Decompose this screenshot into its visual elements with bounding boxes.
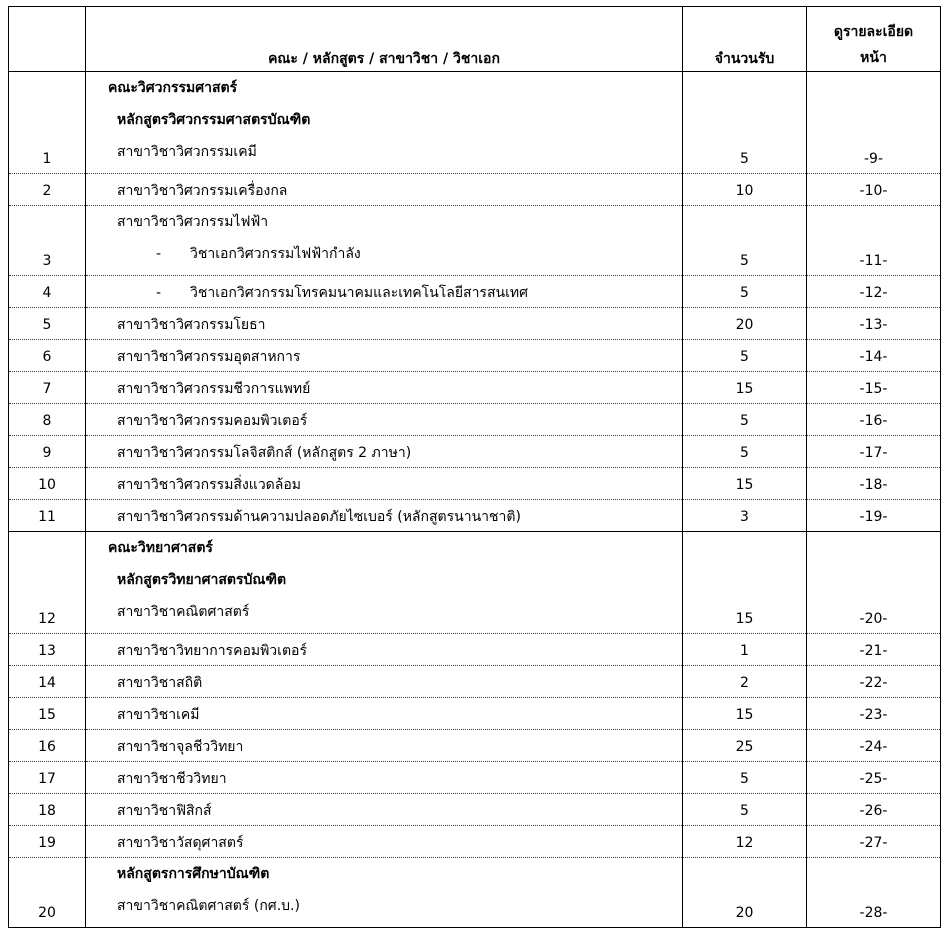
row-num: 1 <box>9 72 86 174</box>
row-page: -26- <box>807 794 941 826</box>
row-name: สาขาวิชาเคมี <box>86 698 683 730</box>
row-num: 6 <box>9 340 86 372</box>
row-seats: 5 <box>683 794 807 826</box>
row-num: 9 <box>9 436 86 468</box>
row-name-cell <box>86 72 683 174</box>
table-row <box>9 174 941 206</box>
row-name: วิชาเอกวิศวกรรมไฟฟ้ากำลัง <box>190 246 361 262</box>
header-page-line1: ดูรายละเอียด <box>833 24 914 40</box>
row-name-cell <box>86 276 683 308</box>
row-seats: 15 <box>683 698 807 730</box>
header-num <box>9 7 86 72</box>
row-page: -17- <box>807 436 941 468</box>
table-body <box>9 72 941 928</box>
row-page: -12- <box>807 276 941 308</box>
row-name: สาขาวิชาวิศวกรรมอุตสาหการ <box>86 340 683 372</box>
row-page: -16- <box>807 404 941 436</box>
row-num: 19 <box>9 826 86 858</box>
table-row <box>9 500 941 532</box>
table-row <box>9 762 941 794</box>
row-num: 11 <box>9 500 86 532</box>
row-seats: 3 <box>683 500 807 532</box>
row-page: -24- <box>807 730 941 762</box>
row-seats: 5 <box>683 206 807 276</box>
table-header <box>9 7 941 72</box>
row-num: 17 <box>9 762 86 794</box>
row-seats: 15 <box>683 372 807 404</box>
table-row <box>9 72 941 174</box>
row-page: -13- <box>807 308 941 340</box>
row-num: 20 <box>9 858 86 928</box>
row-seats: 5 <box>683 72 807 174</box>
faculty-heading: คณะวิศวกรรมศาสตร์ <box>108 80 238 96</box>
row-page: -14- <box>807 340 941 372</box>
table-row <box>9 372 941 404</box>
row-seats: 20 <box>683 308 807 340</box>
row-seats: 15 <box>683 468 807 500</box>
table-row <box>9 634 941 666</box>
row-seats: 5 <box>683 762 807 794</box>
table-row <box>9 276 941 308</box>
table-row <box>9 436 941 468</box>
row-page: -11- <box>807 206 941 276</box>
table-row <box>9 698 941 730</box>
row-num: 16 <box>9 730 86 762</box>
row-num: 5 <box>9 308 86 340</box>
row-seats: 1 <box>683 634 807 666</box>
row-page: -27- <box>807 826 941 858</box>
row-page: -28- <box>807 858 941 928</box>
program-table <box>8 6 941 928</box>
row-name: สาขาวิชาวิศวกรรมคอมพิวเตอร์ <box>86 404 683 436</box>
row-seats: 10 <box>683 174 807 206</box>
row-page: -25- <box>807 762 941 794</box>
row-name: สาขาวิชาวิศวกรรมโยธา <box>86 308 683 340</box>
row-page: -15- <box>807 372 941 404</box>
row-page: -18- <box>807 468 941 500</box>
row-seats: 20 <box>683 858 807 928</box>
row-name: สาขาวิชาวิศวกรรมชีวการแพทย์ <box>86 372 683 404</box>
table-row <box>9 340 941 372</box>
row-name-cell <box>86 532 683 634</box>
table-row <box>9 206 941 276</box>
row-num: 18 <box>9 794 86 826</box>
program-heading: หลักสูตรการศึกษาบัณฑิต <box>117 866 270 882</box>
row-name: สาขาวิชาจุลชีววิทยา <box>86 730 683 762</box>
row-name: สาขาวิชาวิศวกรรมสิ่งแวดล้อม <box>86 468 683 500</box>
row-name: สาขาวิชาฟิสิกส์ <box>86 794 683 826</box>
table-row <box>9 730 941 762</box>
row-seats: 12 <box>683 826 807 858</box>
row-name: สาขาวิชาวิศวกรรมเครื่องกล <box>86 174 683 206</box>
row-name: สาขาวิชาวิศวกรรมด้านความปลอดภัยไซเบอร์ (หลักสูตรนานาชาติ) <box>86 500 683 532</box>
row-seats: 5 <box>683 404 807 436</box>
row-seats: 5 <box>683 436 807 468</box>
faculty-heading: คณะวิทยาศาสตร์ <box>108 540 213 556</box>
row-num: 8 <box>9 404 86 436</box>
row-name: สาขาวิชาชีววิทยา <box>86 762 683 794</box>
row-name-cell <box>86 206 683 276</box>
program-heading: หลักสูตรวิทยาศาสตรบัณฑิต <box>117 572 287 588</box>
table-row <box>9 666 941 698</box>
table-row <box>9 826 941 858</box>
row-num: 4 <box>9 276 86 308</box>
row-name: สาขาวิชาคณิตศาสตร์ (กศ.บ.) <box>117 898 300 914</box>
header-seats: จำนวนรับ <box>683 7 807 72</box>
table-row <box>9 532 941 634</box>
row-page: -23- <box>807 698 941 730</box>
row-page: -10- <box>807 174 941 206</box>
row-seats: 2 <box>683 666 807 698</box>
row-num: 3 <box>9 206 86 276</box>
program-heading: หลักสูตรวิศวกรรมศาสตรบัณฑิต <box>117 112 311 128</box>
major-dash: - <box>156 285 162 301</box>
table-row <box>9 308 941 340</box>
major-dash: - <box>156 246 162 262</box>
row-num: 10 <box>9 468 86 500</box>
table-row <box>9 794 941 826</box>
row-page: -21- <box>807 634 941 666</box>
header-name: คณะ / หลักสูตร / สาขาวิชา / วิชาเอก <box>86 7 683 72</box>
row-name-cell <box>86 858 683 928</box>
table-row <box>9 858 941 928</box>
row-page: -9- <box>807 72 941 174</box>
row-name: วิชาเอกวิศวกรรมโทรคมนาคมและเทคโนโลยีสารสนเทศ <box>190 285 528 301</box>
row-seats: 25 <box>683 730 807 762</box>
row-num: 13 <box>9 634 86 666</box>
row-num: 7 <box>9 372 86 404</box>
header-page <box>807 7 941 72</box>
table-row <box>9 468 941 500</box>
row-num: 2 <box>9 174 86 206</box>
header-page-line2: หน้า <box>860 50 887 66</box>
row-page: -19- <box>807 500 941 532</box>
table-row <box>9 404 941 436</box>
row-num: 12 <box>9 532 86 634</box>
row-name: สาขาวิชาวัสดุศาสตร์ <box>86 826 683 858</box>
row-num: 15 <box>9 698 86 730</box>
row-name: สาขาวิชาวิศวกรรมเคมี <box>117 144 257 160</box>
row-page: -22- <box>807 666 941 698</box>
major-group-heading: สาขาวิชาวิศวกรรมไฟฟ้า <box>117 214 269 230</box>
row-name: สาขาวิชาวิทยาการคอมพิวเตอร์ <box>86 634 683 666</box>
row-name: สาขาวิชาสถิติ <box>86 666 683 698</box>
row-page: -20- <box>807 532 941 634</box>
row-seats: 5 <box>683 276 807 308</box>
row-num: 14 <box>9 666 86 698</box>
row-seats: 5 <box>683 340 807 372</box>
row-name: สาขาวิชาวิศวกรรมโลจิสติกส์ (หลักสูตร 2 ภาษา) <box>86 436 683 468</box>
row-seats: 15 <box>683 532 807 634</box>
row-name: สาขาวิชาคณิตศาสตร์ <box>117 604 250 620</box>
